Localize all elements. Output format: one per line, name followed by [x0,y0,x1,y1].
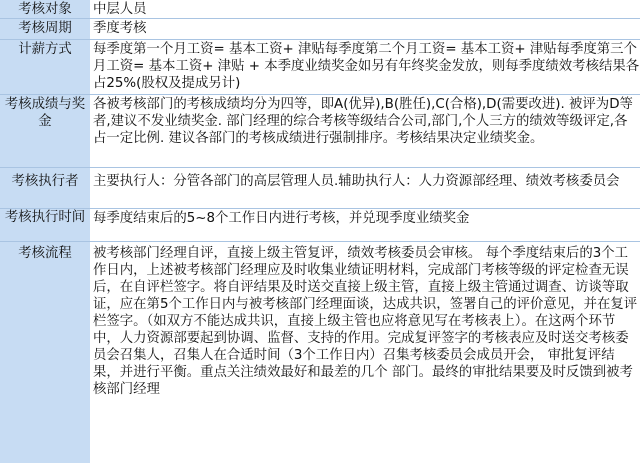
row-label: 考核执行者 [0,168,90,209]
table-row-assessment-cycle [0,19,640,40]
row-value: 每季度第一个月工资= 基本工资+ 津贴每季度第二个月工资= 基本工资+ 津贴每季度第三个月工资= 基本工资+ 津贴 + 本季度业绩奖金如另有年终奖金发放，则每季度绩效考核结果各占25%(股权及提成另计) [90,40,640,95]
table-row-process [0,242,640,437]
row-label [0,436,90,463]
table-row-empty [0,436,640,463]
row-value: 季度考核 [90,19,640,40]
row-label: 考核成绩与奖金 [0,95,90,168]
row-value [90,436,640,463]
table-row-salary-method [0,40,640,95]
table-row-execution-time [0,209,640,242]
table-row-scores-and-bonus [0,95,640,168]
row-label: 考核执行时间 [0,209,90,242]
row-value: 中层人员 [90,0,640,19]
row-value: 主要执行人：分管各部门的高层管理人员.辅助执行人：人力资源部经理、绩效考核委员会 [90,168,640,209]
table-row-assessment-target [0,0,640,19]
row-label: 考核周期 [0,19,90,40]
row-value: 各被考核部门的考核成绩均分为四等，即A(优异),B(胜任),C(合格),D(需要改进). 被评为D等者,建议不发业绩奖金. 部门经理的综合考核等级结合公司,部门,个人三方的绩效等级评定,各占一定比例. 建议各部门的考核成绩进行强制排序。考核结果决定业绩奖金。 [90,95,640,168]
row-value: 每季度结束后的5~8个工作日内进行考核，并兑现季度业绩奖金 [90,209,640,242]
row-label: 考核流程 [0,242,90,437]
row-label: 计薪方式 [0,40,90,95]
row-label: 考核对象 [0,0,90,19]
table-row-executors [0,168,640,209]
row-value: 被考核部门经理自评，直接上级主管复评，绩效考核委员会审核。 每个季度结束后的3个工作日内，上述被考核部门经理应及时收集业绩证明材料，完成部门考核等级的评定检查无误后，在自评栏签字。将自评结果及时送交直接上级主管，直接上级主管通过调查、访谈等取证，应在第5个工作日内与被考核部门经理面谈，达成共识，签署自己的评价意见，并在复评栏签字。（如双方不能达成共识，直接上级主管也应将意见写在考核表上）。在这两个环节中，人力资源部要起到协调、监督、支持的作用。完成复评签字的考核表应及时送交考核委员会召集人，召集人在合适时间（3个工作日内）召集考核委员会成员开会， 审批复评结果，并进行平衡。重点关注绩效最好和最差的几个 部门。最终的审批结果要及时反馈到被考核部门经理 [90,242,640,437]
